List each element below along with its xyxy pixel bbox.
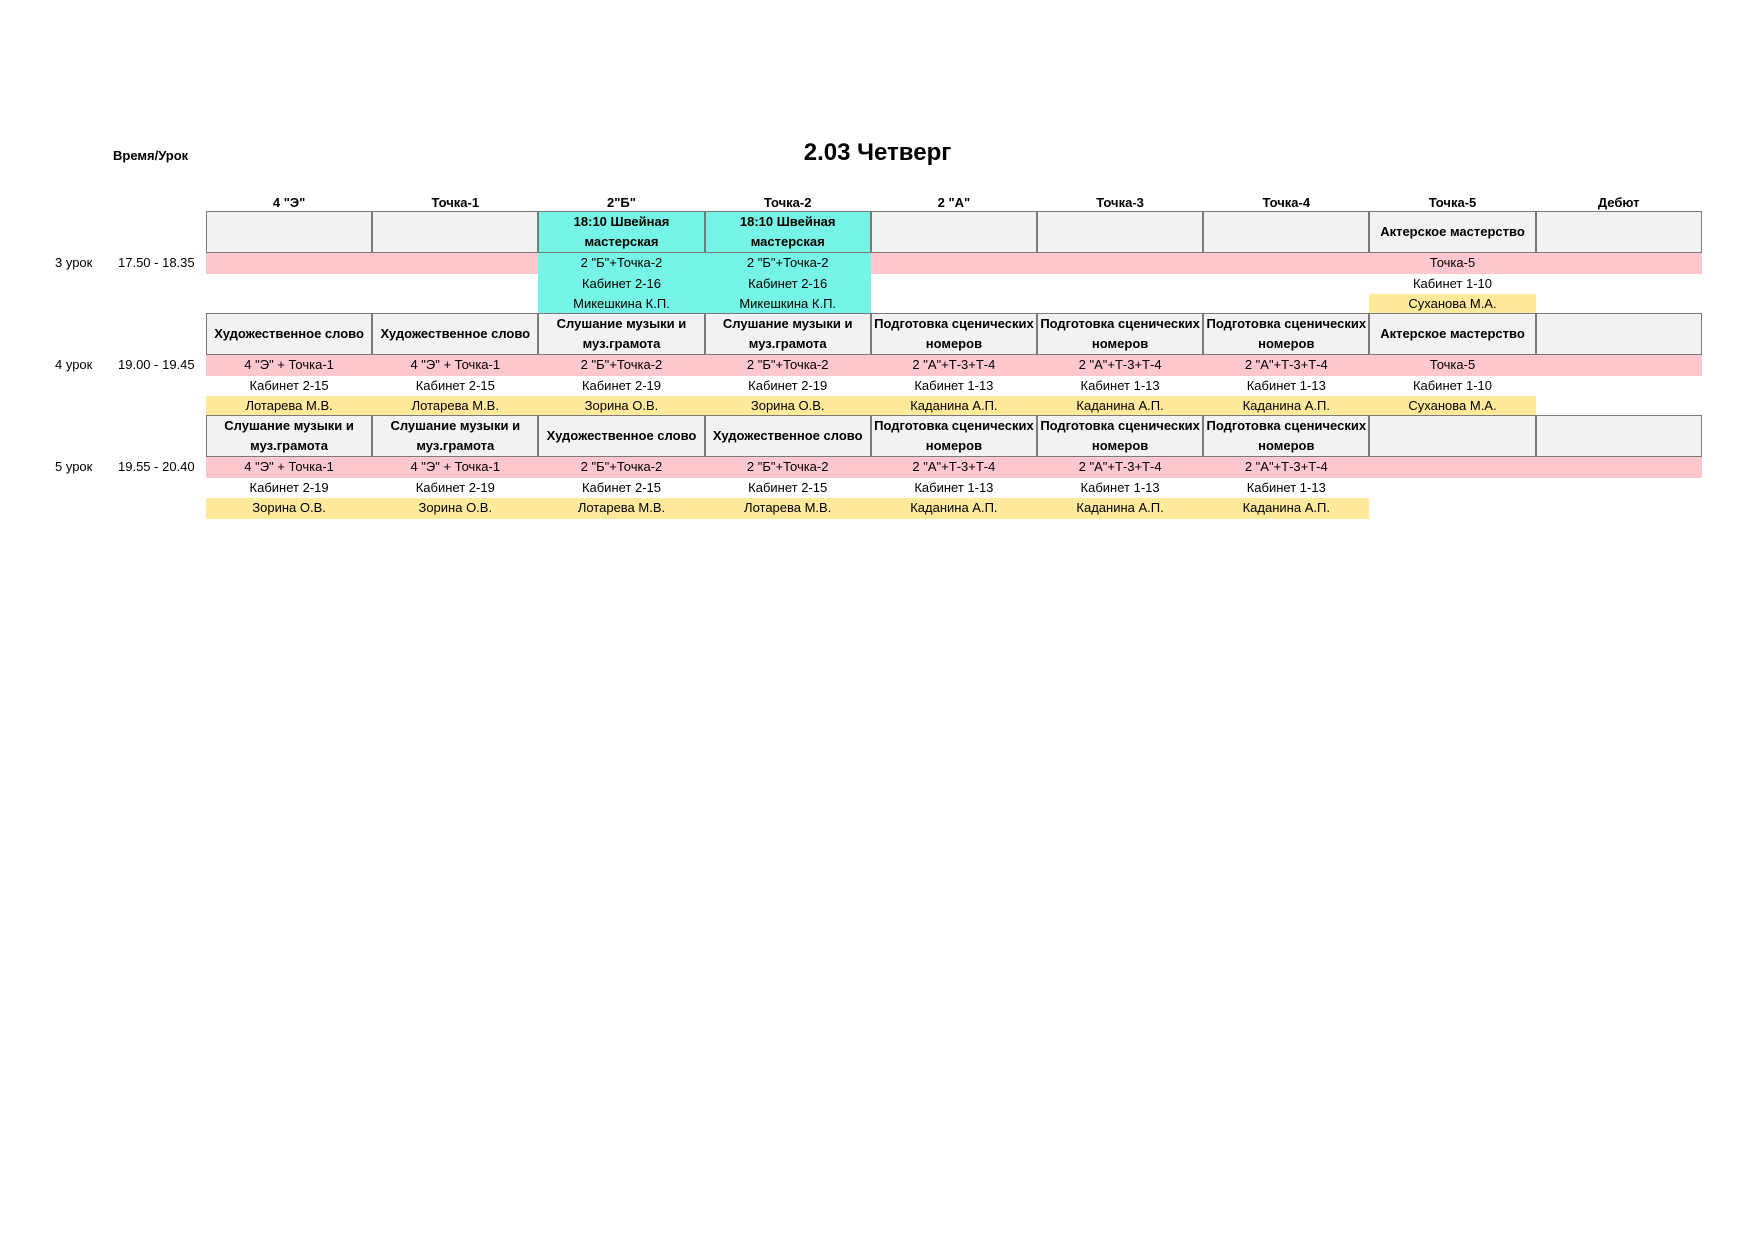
teacher-cell [1536, 396, 1702, 417]
group-cell: 2 "А"+Т-3+Т-4 [1203, 355, 1369, 376]
subject-cell [1203, 211, 1369, 253]
room-cell: Кабинет 2-15 [748, 479, 828, 495]
group-cell: Точка-5 [1369, 355, 1535, 376]
teacher-cell: Лотарева М.В. [206, 396, 372, 417]
teacher-cell [1203, 294, 1369, 315]
room-cell: Кабинет 2-19 [415, 479, 495, 495]
subject-cell: 18:10 Швейная мастерская [705, 211, 871, 253]
subject-cell: Подготовка сценических номеров [1037, 415, 1203, 457]
room-cell: Кабинет 2-16 [705, 274, 871, 295]
column-header-tochka-2: Точка-2 [763, 195, 812, 210]
teacher-cell: Зорина О.В. [538, 396, 704, 417]
subject-cell [871, 211, 1037, 253]
group-cell: 2 "А"+Т-3+Т-4 [871, 457, 1037, 478]
subject-cell: Художественное слово [372, 313, 538, 355]
lesson-label: 5 урок [55, 459, 93, 474]
teacher-cell: Каданина А.П. [871, 498, 1037, 519]
room-cell: Кабинет 1-13 [914, 479, 994, 495]
group-cell: 2 "Б"+Точка-2 [538, 457, 704, 478]
teacher-cell: Лотарева М.В. [372, 396, 538, 417]
subject-cell: Слушание музыки и муз.грамота [538, 313, 704, 355]
lesson-time: 19.55 - 20.40 [118, 459, 195, 474]
teacher-cell: Лотарева М.В. [538, 498, 704, 519]
group-cell: 2 "Б"+Точка-2 [538, 253, 704, 274]
room-cell: Кабинет 1-10 [1412, 377, 1493, 393]
room-cell: Кабинет 1-10 [1412, 275, 1493, 291]
subject-cell: Художественное слово [705, 415, 871, 457]
room-cell: Кабинет 2-19 [581, 377, 662, 393]
teacher-cell [372, 294, 538, 315]
room-cell: Кабинет 1-13 [1080, 479, 1160, 495]
subject-cell: Слушание музыки и муз.грамота [705, 313, 871, 355]
teacher-cell: Каданина А.П. [1203, 396, 1369, 417]
column-header-tochka-3: Точка-3 [1096, 195, 1144, 210]
room-cell: Кабинет 2-15 [581, 479, 662, 495]
group-cell [1037, 253, 1203, 274]
teacher-cell: Каданина А.П. [1037, 498, 1203, 519]
group-cell: 2 "А"+Т-3+Т-4 [1203, 457, 1369, 478]
column-header-tochka-5: Точка-5 [1428, 195, 1477, 210]
room-cell: Кабинет 1-13 [1246, 479, 1326, 495]
teacher-cell [1536, 498, 1702, 519]
group-cell [1536, 253, 1702, 274]
room-cell [1203, 274, 1369, 295]
subject-cell: 18:10 Швейная мастерская [538, 211, 704, 253]
teacher-cell: Зорина О.В. [372, 498, 538, 519]
column-header-tochka-1: Точка-1 [431, 195, 480, 210]
group-cell: 2 "Б"+Точка-2 [705, 253, 871, 274]
subject-cell [1369, 415, 1535, 457]
lesson-time: 17.50 - 18.35 [118, 255, 195, 270]
room-cell: Кабинет 2-19 [249, 479, 329, 495]
group-cell [206, 253, 372, 274]
room-cell: Кабинет 2-16 [538, 274, 704, 295]
subject-cell [1536, 415, 1702, 457]
teacher-cell: Каданина А.П. [871, 396, 1037, 417]
subject-cell [1037, 211, 1203, 253]
subject-cell: Подготовка сценических номеров [1037, 313, 1203, 355]
lesson-label: 4 урок [55, 357, 93, 372]
subject-cell: Актерское мастерство [1369, 211, 1535, 253]
group-cell: 4 "Э" + Точка-1 [206, 457, 372, 478]
group-cell: 4 "Э" + Точка-1 [372, 457, 538, 478]
subject-cell: Слушание музыки и муз.грамота [372, 415, 538, 457]
room-cell [1536, 274, 1702, 295]
group-cell [1203, 253, 1369, 274]
time-lesson-header: Время/Урок [113, 148, 189, 163]
subject-cell: Слушание музыки и муз.грамота [206, 415, 372, 457]
room-cell [372, 274, 538, 295]
teacher-cell: Суханова М.А. [1369, 396, 1535, 417]
room-cell: Кабинет 2-15 [249, 377, 329, 393]
column-header-debut: Дебют [1597, 195, 1640, 210]
teacher-cell: Каданина А.П. [1203, 498, 1369, 519]
subject-cell: Подготовка сценических номеров [1203, 415, 1369, 457]
group-cell: 4 "Э" + Точка-1 [372, 355, 538, 376]
column-header-4e: 4 "Э" [272, 195, 306, 210]
subject-cell [1536, 211, 1702, 253]
room-cell [206, 274, 372, 295]
teacher-cell [871, 294, 1037, 315]
subject-cell: Подготовка сценических номеров [871, 313, 1037, 355]
group-cell: Точка-5 [1369, 253, 1535, 274]
teacher-cell [206, 294, 372, 315]
teacher-cell: Микешкина К.П. [538, 294, 704, 315]
lesson-label: 3 урок [55, 255, 93, 270]
subject-cell: Подготовка сценических номеров [1203, 313, 1369, 355]
teacher-cell: Микешкина К.П. [705, 294, 871, 315]
room-cell [1536, 478, 1702, 499]
group-cell: 2 "Б"+Точка-2 [538, 355, 704, 376]
group-cell [1536, 355, 1702, 376]
group-cell: 2 "Б"+Точка-2 [705, 355, 871, 376]
page-title: 2.03 Четверг [803, 139, 952, 166]
group-cell [1369, 457, 1535, 478]
teacher-cell [1536, 294, 1702, 315]
group-cell: 2 "А"+Т-3+Т-4 [1037, 457, 1203, 478]
teacher-cell: Каданина А.П. [1037, 396, 1203, 417]
column-header-tochka-4: Точка-4 [1262, 195, 1311, 210]
subject-cell: Подготовка сценических номеров [871, 415, 1037, 457]
teacher-cell [1369, 498, 1535, 519]
room-cell [871, 274, 1037, 295]
group-cell: 2 "А"+Т-3+Т-4 [871, 355, 1037, 376]
group-cell [871, 253, 1037, 274]
column-header-2a: 2 "А" [937, 195, 971, 210]
room-cell: Кабинет 2-19 [748, 377, 828, 393]
group-cell [372, 253, 538, 274]
teacher-cell [1037, 294, 1203, 315]
room-cell [1369, 478, 1535, 499]
teacher-cell: Зорина О.В. [206, 498, 372, 519]
group-cell [1536, 457, 1702, 478]
room-cell [1037, 274, 1203, 295]
subject-cell [1536, 313, 1702, 355]
group-cell: 2 "А"+Т-3+Т-4 [1037, 355, 1203, 376]
room-cell: Кабинет 1-13 [1080, 377, 1160, 393]
room-cell: Кабинет 2-15 [415, 377, 495, 393]
column-header-2b: 2"Б" [607, 195, 636, 210]
room-cell: Кабинет 1-13 [914, 377, 994, 393]
subject-cell [372, 211, 538, 253]
subject-cell: Актерское мастерство [1369, 313, 1535, 355]
teacher-cell: Лотарева М.В. [705, 498, 871, 519]
group-cell: 2 "Б"+Точка-2 [705, 457, 871, 478]
room-cell: Кабинет 1-13 [1246, 377, 1326, 393]
teacher-cell: Зорина О.В. [705, 396, 871, 417]
lesson-time: 19.00 - 19.45 [118, 357, 195, 372]
group-cell: 4 "Э" + Точка-1 [206, 355, 372, 376]
teacher-cell: Суханова М.А. [1369, 294, 1535, 315]
subject-cell: Художественное слово [538, 415, 704, 457]
room-cell [1536, 376, 1702, 397]
subject-cell: Художественное слово [206, 313, 372, 355]
subject-cell [206, 211, 372, 253]
